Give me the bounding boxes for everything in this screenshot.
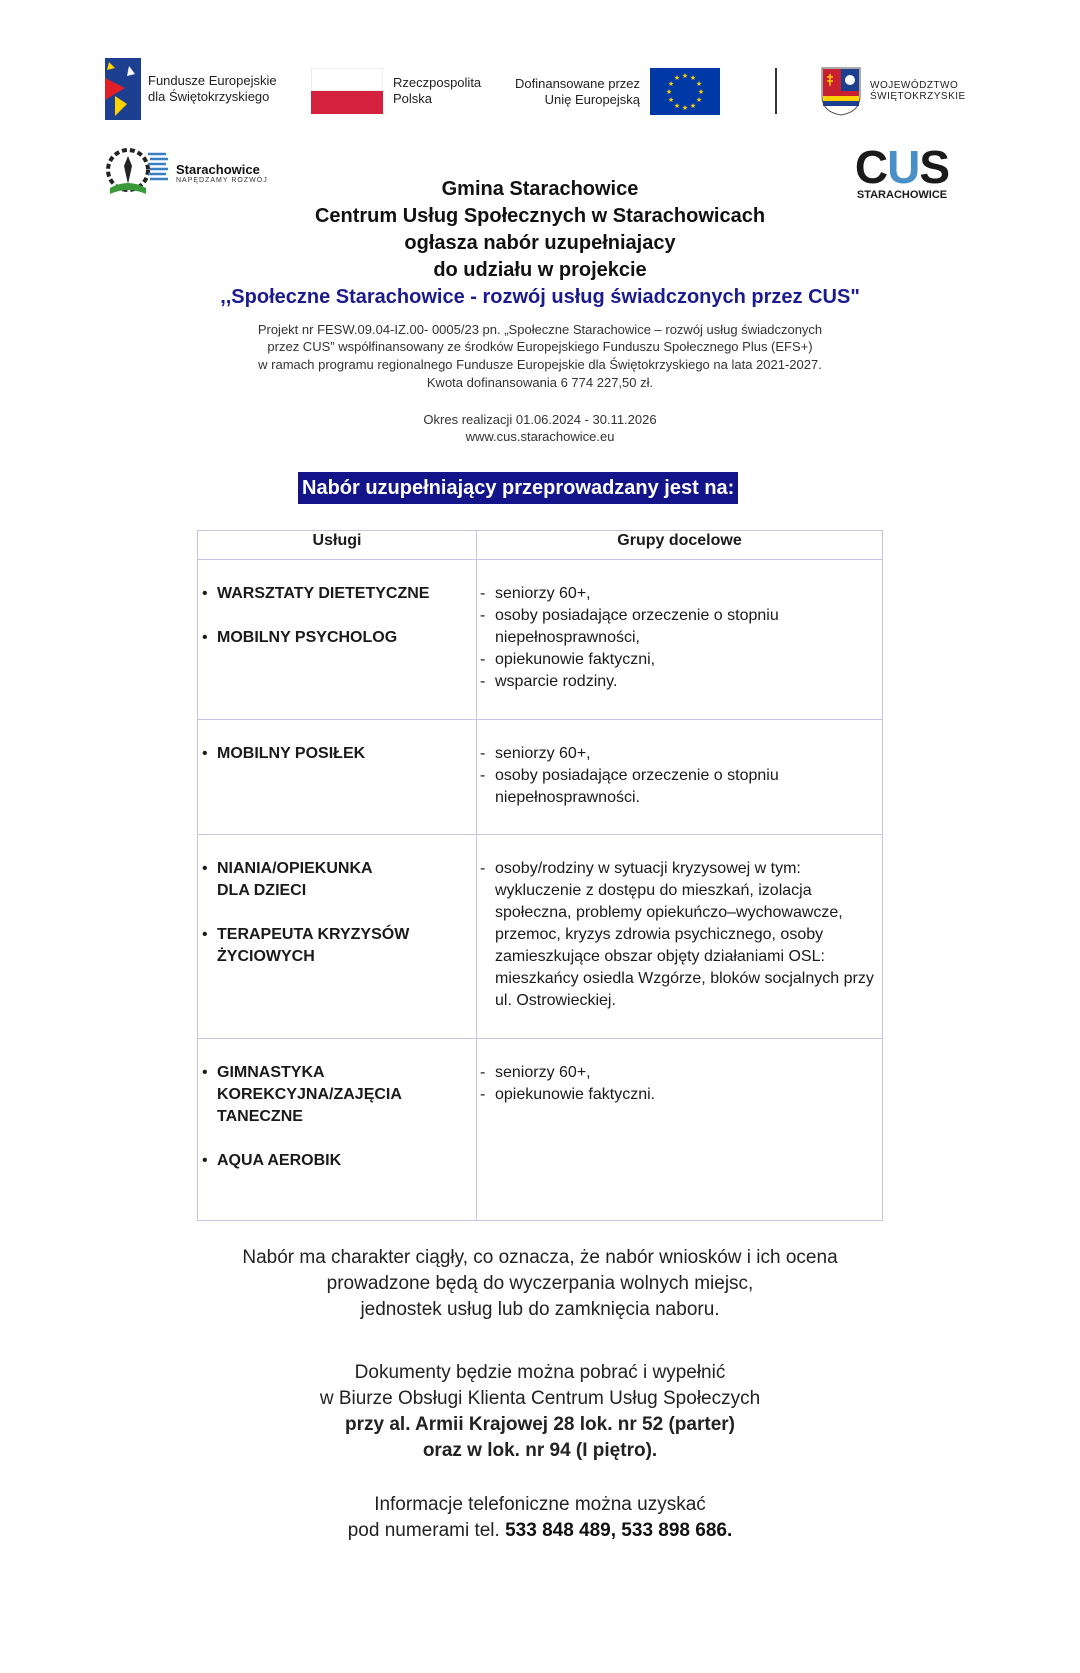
service-item: • TERAPEUTA KRYZYSÓW ŻYCIOWYCH: [199, 924, 417, 968]
target-group-item: - osoby posiadające orzeczenie o stopniu niepełnosprawności,: [478, 605, 825, 649]
footer-b4: oraz w lok. nr 94 (I piętro).: [422, 1440, 658, 1461]
svg-text:★: ★: [667, 96, 675, 104]
svg-text:★: ★: [689, 74, 697, 82]
target-groups-cell: [477, 560, 883, 720]
polish-flag-icon: [311, 68, 383, 114]
table-header-row: [198, 531, 883, 560]
cus-logo-sub: STARACHOWICE: [856, 189, 948, 201]
header-line1: Gmina Starachowice: [441, 178, 639, 200]
footer-c2: [0, 1518, 1080, 1544]
svg-text:★: ★: [673, 74, 681, 82]
table-row: [198, 1039, 883, 1221]
target-group-item: - osoby posiadające orzeczenie o stopniu niepełnosprawności.: [478, 765, 825, 809]
project-info-1: Projekt nr FESW.09.04-IZ.00- 0005/23 pn. „Społeczne Starachowice – rozwój usług świadczonych: [257, 322, 823, 337]
coat-of-arms-icon: [820, 66, 862, 116]
header-line2: Centrum Usług Społecznych w Starachowicach: [314, 205, 766, 227]
target-groups-cell: [477, 1039, 883, 1221]
svg-text:★: ★: [681, 72, 689, 80]
services-cell: [198, 720, 477, 835]
service-item: • NIANIA/OPIEKUNKA DLA DZIECI: [199, 858, 397, 902]
svg-text:★: ★: [673, 102, 681, 110]
project-info-4: Kwota dofinansowania 6 774 227,50 zł.: [426, 375, 654, 390]
target-groups-cell: [477, 720, 883, 835]
service-item: • MOBILNY PSYCHOLOG: [199, 627, 475, 649]
project-info-3: w ramach programu regionalnego Fundusze Europejskie dla Świętokrzyskiego na lata 2021-2027.: [258, 357, 822, 372]
woj-logo-line2: ŚWIĘTOKRZYSKIE: [870, 91, 966, 102]
svg-text:★: ★: [665, 88, 673, 96]
column-header-target-groups: Grupy docelowe: [477, 531, 883, 560]
target-group-item: - wsparcie rodziny.: [478, 671, 878, 693]
eu-flag-icon: [650, 68, 720, 115]
section-banner: Nabór uzupełniający przeprowadzany jest na:: [298, 472, 738, 504]
service-item: • GIMNASTYKA KOREKCYJNA/ZAJĘCIA TANECZNE: [199, 1062, 417, 1128]
fe-logo-line2: dla Świętokrzyskiego: [148, 89, 270, 104]
services-cell: [198, 1039, 477, 1221]
logo-divider: [775, 68, 777, 114]
footer-b2: w Biurze Obsługi Klienta Centrum Usług Społeczych: [319, 1388, 761, 1409]
project-info-2: przez CUS” współfinansowany ze środków Europejskiego Funduszu Społecznego Plus (EFS+): [267, 339, 813, 354]
target-group-item: - osoby/rodziny w sytuacji kryzysowej w tym: wykluczenie z dostępu do mieszkań, izolacja społeczna, problemy opiekuńczo–wychowawcze, przemoc, kryzys zdrowia psychicznego, osoby zamieszkujące obszar objęty działaniami OSL: mieszkańcy osiedla Wzgórze, bloków socjalnych przy ul. Ostrowieckiej.: [478, 858, 880, 1012]
wojewodztwo-logo: [820, 66, 966, 116]
services-cell: [198, 835, 477, 1039]
header-line4: do udziału w projekcie: [433, 259, 647, 281]
svg-text:★: ★: [695, 80, 703, 88]
footer-a3: jednostek usług lub do zamknięcia naboru.: [360, 1299, 720, 1320]
rp-logo-line2: Polska: [393, 91, 433, 106]
footer-b3: przy al. Armii Krajowej 28 lok. nr 52 (parter): [345, 1414, 735, 1435]
table-row: [198, 720, 883, 835]
svg-text:★: ★: [689, 102, 697, 110]
project-title: ,,Społeczne Starachowice - rozwój usług świadczonych przez CUS": [220, 286, 860, 308]
target-group-item: - seniorzy 60+,: [478, 743, 881, 765]
services-table: [197, 530, 883, 1221]
cus-logo-name: CUS: [854, 141, 950, 193]
rp-logo-line1: Rzeczpospolita: [393, 75, 482, 90]
target-group-item: - opiekunowie faktyczni.: [478, 1084, 881, 1106]
fe-logo: [105, 58, 277, 120]
project-period: Okres realizacji 01.06.2024 - 30.11.2026: [423, 412, 657, 427]
eu-logo-line1: Dofinansowane przez: [515, 75, 641, 91]
logo-bar: [0, 0, 1080, 130]
woj-logo-line1: WOJEWÓDZTWO: [870, 80, 959, 91]
target-group-item: - seniorzy 60+,: [478, 583, 878, 605]
service-item: • AQUA AEROBIK: [199, 1150, 475, 1172]
eu-logo-line2: Unię Europejską: [544, 91, 641, 107]
service-item: • MOBILNY POSIŁEK: [199, 743, 475, 765]
target-groups-cell: [477, 835, 883, 1039]
eu-logo: [515, 68, 720, 115]
table-row: [198, 560, 883, 720]
starachowice-logo-tagline: NAPĘDZAMY ROZWÓJ: [176, 177, 268, 184]
column-header-services: Usługi: [198, 531, 477, 560]
target-group-item: - seniorzy 60+,: [478, 1062, 881, 1084]
services-cell: [198, 560, 477, 720]
footer-c2-prefix: pod numerami tel.: [347, 1520, 500, 1541]
svg-text:★: ★: [681, 104, 689, 112]
phone-numbers[interactable]: 533 848 489, 533 898 686.: [505, 1520, 733, 1541]
footer-a2: prowadzone będą do wyczerpania wolnych miejsc,: [326, 1273, 754, 1294]
fe-logo-line1: Fundusze Europejskie: [148, 73, 277, 88]
project-website[interactable]: www.cus.starachowice.eu: [465, 429, 615, 444]
rp-logo: [311, 68, 481, 114]
fe-emblem-icon: [105, 58, 141, 120]
target-group-item: - opiekunowie faktyczni,: [478, 649, 878, 671]
footer-c1: Informacje telefoniczne można uzyskać: [374, 1494, 706, 1515]
starachowice-logo-name: Starachowice: [176, 162, 260, 177]
service-item: • WARSZTATY DIETETYCZNE: [199, 583, 475, 605]
header-line3: ogłasza nabór uzupełniajacy: [404, 232, 676, 254]
footer-b1: Dokumenty będzie można pobrać i wypełnić: [354, 1362, 726, 1383]
table-row: [198, 835, 883, 1039]
svg-text:★: ★: [695, 96, 703, 104]
svg-text:★: ★: [697, 88, 705, 96]
svg-text:★: ★: [667, 80, 675, 88]
footer-a1: Nabór ma charakter ciągły, co oznacza, że nabór wniosków i ich ocena: [242, 1247, 838, 1268]
